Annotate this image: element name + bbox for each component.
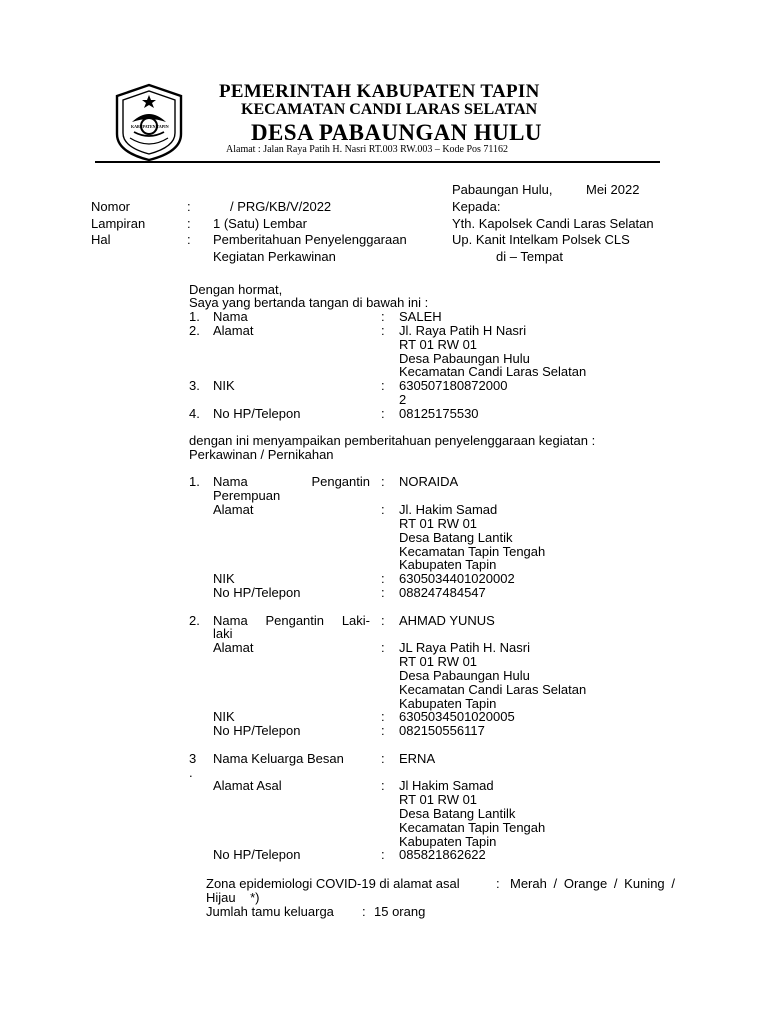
- groom-address-line: JL Raya Patih H. Nasri: [399, 640, 531, 655]
- bride-address-line: Kecamatan Tapin Tengah: [399, 544, 546, 559]
- recipient-line: di – Tempat: [496, 249, 563, 264]
- bride-address-label: Alamat: [213, 502, 254, 517]
- groom-address-line: RT 01 RW 01: [399, 654, 478, 669]
- bride-name-value: NORAIDA: [399, 474, 459, 489]
- family-address-line: Kabupaten Tapin: [399, 834, 497, 849]
- groom-phone-value: 082150556117: [399, 723, 485, 738]
- colon: :: [362, 904, 366, 919]
- bride-name-label: [213, 475, 370, 489]
- bride-nik-label: NIK: [213, 571, 235, 586]
- label-word: Laki-: [341, 613, 370, 628]
- groom-name-value: AHMAD YUNUS: [399, 613, 495, 628]
- recipient-line: Up. Kanit Intelkam Polsek CLS: [452, 232, 630, 247]
- meta-number-label: Nomor: [91, 199, 131, 214]
- groom-address-line: Kecamatan Candi Laras Selatan: [399, 682, 587, 697]
- meta-attachment-value: 1 (Satu) Lembar: [213, 216, 307, 231]
- zone-value-line2: Hijau *): [206, 890, 260, 905]
- groom-address-line: Kabupaten Tapin: [399, 696, 497, 711]
- colon: :: [381, 378, 385, 393]
- statement-text: dengan ini menyampaikan pemberitahuan penyelenggaraan kegiatan :: [189, 433, 596, 448]
- letter-place: Pabaungan Hulu,: [452, 182, 553, 197]
- signer-address-line: Desa Pabaungan Hulu: [399, 351, 530, 366]
- letterhead-district: KECAMATAN CANDI LARAS SELATAN: [241, 101, 538, 118]
- bride-nik-value: 6305034401020002: [399, 571, 515, 586]
- letter-date: Mei 2022: [586, 182, 640, 197]
- groom-phone-label: No HP/Telepon: [213, 723, 301, 738]
- bride-address-line: Jl. Hakim Samad: [399, 502, 498, 517]
- family-address-line: Desa Batang Lantilk: [399, 806, 516, 821]
- family-no-dot: .: [189, 765, 193, 780]
- colon: :: [381, 751, 385, 766]
- colon: :: [381, 709, 385, 724]
- signer-nik-label: NIK: [213, 378, 235, 393]
- family-address-line: Kecamatan Tapin Tengah: [399, 820, 546, 835]
- family-no: 3: [189, 751, 197, 766]
- guests-label: Jumlah tamu keluarga: [206, 904, 334, 919]
- letterhead-address: Alamat : Jalan Raya Patih H. Nasri RT.003 RW.003 – Kode Pos 71162: [226, 144, 509, 155]
- letterhead-village: DESA PABAUNGAN HULU: [251, 120, 542, 145]
- intro-text: Saya yang bertanda tangan di bawah ini :: [189, 295, 429, 310]
- recipient-label: Kepada:: [452, 199, 501, 214]
- guests-value: 15 orang: [374, 904, 426, 919]
- zone-value: [510, 877, 675, 891]
- signer-address-no: 2.: [189, 323, 200, 338]
- groom-address-label: Alamat: [213, 640, 254, 655]
- zone-separator: /: [613, 876, 618, 891]
- zone-option: Kuning: [624, 876, 665, 891]
- signer-nik-no: 3.: [189, 378, 200, 393]
- logo-motto: KABUPATEN TAPIN: [131, 124, 169, 129]
- zone-separator: /: [553, 876, 558, 891]
- colon: :: [381, 309, 385, 324]
- signer-address-line: Kecamatan Candi Laras Selatan: [399, 364, 587, 379]
- colon: :: [381, 778, 385, 793]
- bride-phone-value: 088247484547: [399, 585, 486, 600]
- family-address-line: Jl Hakim Samad: [399, 778, 494, 793]
- groom-address-line: Desa Pabaungan Hulu: [399, 668, 530, 683]
- colon: :: [381, 847, 385, 862]
- zone-separator: /: [671, 876, 675, 891]
- zone-option: Merah: [510, 876, 547, 891]
- family-name-label: Nama Keluarga Besan: [213, 751, 344, 766]
- colon: :: [496, 876, 500, 891]
- recipient-line: Yth. Kapolsek Candi Laras Selatan: [452, 216, 654, 231]
- greeting: Dengan hormat,: [189, 282, 283, 297]
- letterhead-divider: [95, 161, 660, 163]
- signer-phone-label: No HP/Telepon: [213, 406, 301, 421]
- signer-address-label: Alamat: [213, 323, 254, 338]
- family-address-label: Alamat Asal: [213, 778, 282, 793]
- signer-nik-value: 630507180872000: [399, 378, 508, 393]
- label-word: Nama: [213, 474, 248, 489]
- bride-phone-label: No HP/Telepon: [213, 585, 301, 600]
- meta-attachment-colon: :: [187, 216, 191, 231]
- groom-nik-value: 6305034501020005: [399, 709, 515, 724]
- family-phone-label: No HP/Telepon: [213, 847, 301, 862]
- bride-address-line: Desa Batang Lantik: [399, 530, 513, 545]
- meta-subject-label: Hal: [91, 232, 111, 247]
- label-word: Nama: [213, 613, 248, 628]
- signer-name-label: Nama: [213, 309, 248, 324]
- colon: :: [381, 613, 385, 628]
- groom-no: 2.: [189, 613, 200, 628]
- label-word: Pengantin: [311, 474, 370, 489]
- colon: :: [381, 502, 385, 517]
- meta-subject-colon: :: [187, 232, 191, 247]
- signer-name-no: 1.: [189, 309, 200, 324]
- colon: :: [381, 571, 385, 586]
- label-word: Pengantin: [265, 613, 325, 628]
- zone-option: Orange: [563, 876, 608, 891]
- signer-address-line: RT 01 RW 01: [399, 337, 478, 352]
- groom-name-label: [213, 614, 370, 628]
- groom-nik-label: NIK: [213, 709, 235, 724]
- colon: :: [381, 640, 385, 655]
- letterhead-government: PEMERINTAH KABUPATEN TAPIN: [219, 81, 540, 102]
- bride-address-line: Kabupaten Tapin: [399, 557, 497, 572]
- bride-address-line: RT 01 RW 01: [399, 516, 478, 531]
- family-name-value: ERNA: [399, 751, 436, 766]
- bride-no: 1.: [189, 474, 200, 489]
- meta-number-colon: :: [187, 199, 191, 214]
- colon: :: [381, 323, 385, 338]
- signer-phone-value: 08125175530: [399, 406, 479, 421]
- colon: :: [381, 406, 385, 421]
- family-phone-value: 085821862622: [399, 847, 486, 862]
- groom-name-label-line2: laki: [213, 626, 233, 641]
- signer-nik-value-cont: 2: [399, 392, 407, 407]
- colon: :: [381, 723, 385, 738]
- colon: :: [381, 585, 385, 600]
- meta-subject-value-line2: Kegiatan Perkawinan: [213, 249, 336, 264]
- signer-phone-no: 4.: [189, 406, 200, 421]
- signer-address-line: Jl. Raya Patih H Nasri: [399, 323, 527, 338]
- bride-name-label-line2: Perempuan: [213, 488, 281, 503]
- family-address-line: RT 01 RW 01: [399, 792, 478, 807]
- signer-name-value: SALEH: [399, 309, 442, 324]
- meta-subject-value: Pemberitahuan Penyelenggaraan: [213, 232, 407, 247]
- meta-attachment-label: Lampiran: [91, 216, 146, 231]
- zone-label: Zona epidemiologi COVID-19 di alamat asal: [206, 876, 460, 891]
- statement-event-type: Perkawinan / Pernikahan: [189, 447, 334, 462]
- colon: :: [381, 474, 385, 489]
- logo-emblem: [112, 82, 186, 162]
- meta-number-value: / PRG/KB/V/2022: [230, 199, 332, 214]
